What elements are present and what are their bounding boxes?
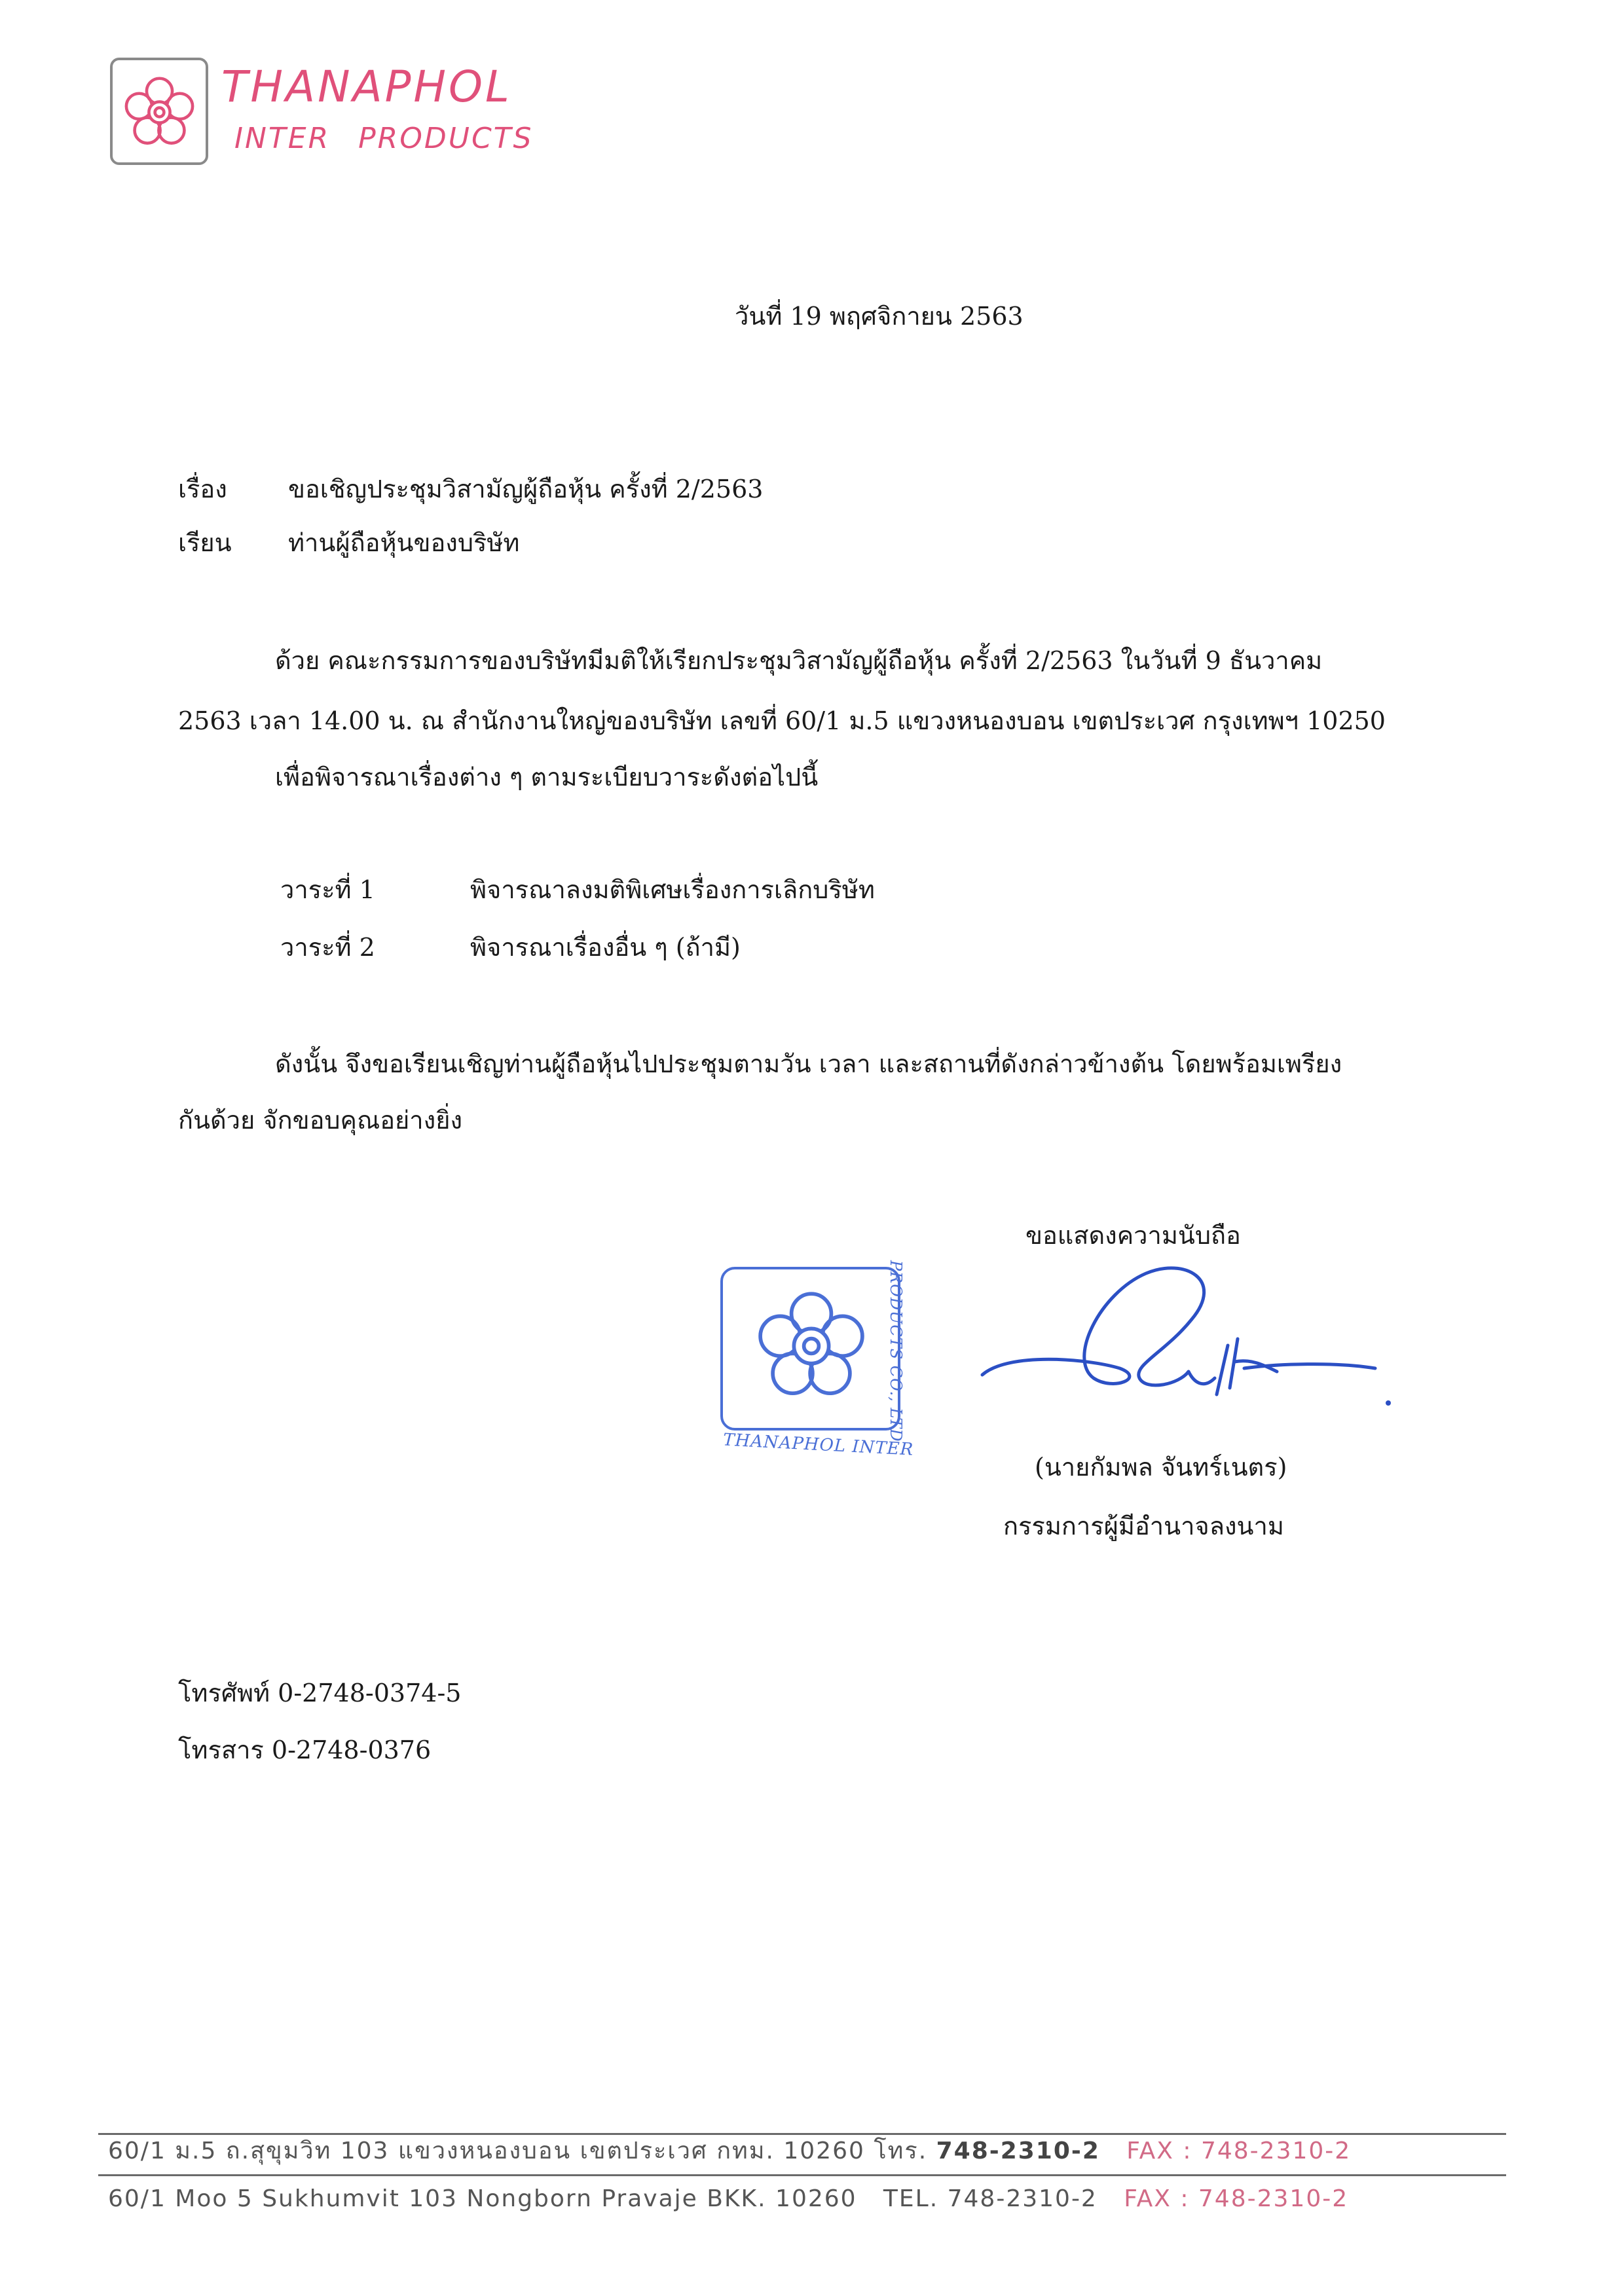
subject-text: ขอเชิญประชุมวิสามัญผู้ถือหุ้น ครั้งที่ 2/2563 [288, 475, 764, 503]
footer-rule-middle [98, 2174, 1506, 2176]
footer-thai-address [108, 2132, 1351, 2169]
contact-phone: โทรศัพท์ 0-2748-0374-5 [178, 1679, 462, 1707]
signer-name: (นายกัมพล จันทร์เนตร) [1035, 1453, 1287, 1482]
paragraph-1-line-2: 2563 เวลา 14.00 น. ณ สำนักงานใหญ่ของบริษัท เลขที่ 60/1 ม.5 แขวงหนองบอน เขตประเวศ กรุงเทพฯ 10250 [178, 706, 1386, 735]
company-name: THANAPHOL [221, 62, 512, 112]
footer-en-fax-label: FAX : [1124, 2185, 1190, 2212]
agenda-label: วาระที่ 2 [280, 933, 375, 962]
flower-logo-icon [122, 75, 197, 150]
agenda-text: พิจารณาเรื่องอื่น ๆ (ถ้ามี) [470, 933, 741, 962]
stamp-side-text: PRODUCTS CO., LTD. [887, 1260, 905, 1448]
footer-thai-phone: 748-2310-2 [936, 2138, 1100, 2164]
stamp-flower-icon [749, 1284, 874, 1408]
footer-english-address [108, 2185, 1348, 2212]
company-logo [110, 58, 208, 165]
footer-thai-fax: 748-2310-2 [1200, 2138, 1352, 2164]
paragraph-2-line-1: ดังนั้น จึงขอเรียนเชิญท่านผู้ถือหุ้นไปประชุมตามวัน เวลา และสถานที่ดังกล่าวข้างต้น โดยพร้อมเพรียง [275, 1049, 1342, 1078]
contact-fax: โทรสาร 0-2748-0376 [178, 1736, 432, 1764]
recipient-label: เรียน [178, 528, 232, 557]
company-stamp [720, 1267, 900, 1430]
paragraph-2-line-2: กันด้วย จักขอบคุณอย่างยิ่ง [178, 1106, 463, 1135]
subject-label: เรื่อง [178, 475, 227, 503]
footer-en-tel-label: TEL. [883, 2185, 939, 2212]
signature [969, 1254, 1395, 1424]
agenda-text: พิจารณาลงมติพิเศษเรื่องการเลิกบริษัท [470, 875, 875, 904]
paragraph-1-line-3: เพื่อพิจารณาเรื่องต่าง ๆ ตามระเบียบวาระดังต่อไปนี้ [275, 763, 819, 792]
recipient-text: ท่านผู้ถือหุ้นของบริษัท [288, 528, 520, 557]
paragraph-1-line-1: ด้วย คณะกรรมการของบริษัทมีมติให้เรียกประชุมวิสามัญผู้ถือหุ้น ครั้งที่ 2/2563 ในวันที่ 9 ธันวาคม [275, 646, 1323, 675]
footer-thai-address-text: 60/1 ม.5 ถ.สุขุมวิท 103 แขวงหนองบอน เขตประเวศ กทม. 10260 โทร. [108, 2138, 928, 2164]
footer-en-address-text: 60/1 Moo 5 Sukhumvit 103 Nongborn Pravaje BKK. 10260 [108, 2185, 857, 2212]
letter-date: วันที่ 19 พฤศจิกายน 2563 [735, 302, 1024, 331]
footer-en-fax: 748-2310-2 [1198, 2185, 1349, 2212]
footer-en-phone: 748-2310-2 [947, 2185, 1098, 2212]
company-subtitle: INTER PRODUCTS [234, 122, 534, 155]
agenda-label: วาระที่ 1 [280, 875, 375, 904]
footer-thai-fax-label: FAX : [1126, 2138, 1192, 2164]
stamp-bottom-text: THANAPHOL INTER [722, 1430, 914, 1460]
signer-title: กรรมการผู้มีอำนาจลงนาม [1003, 1512, 1284, 1540]
closing-salutation: ขอแสดงความนับถือ [1025, 1221, 1241, 1250]
